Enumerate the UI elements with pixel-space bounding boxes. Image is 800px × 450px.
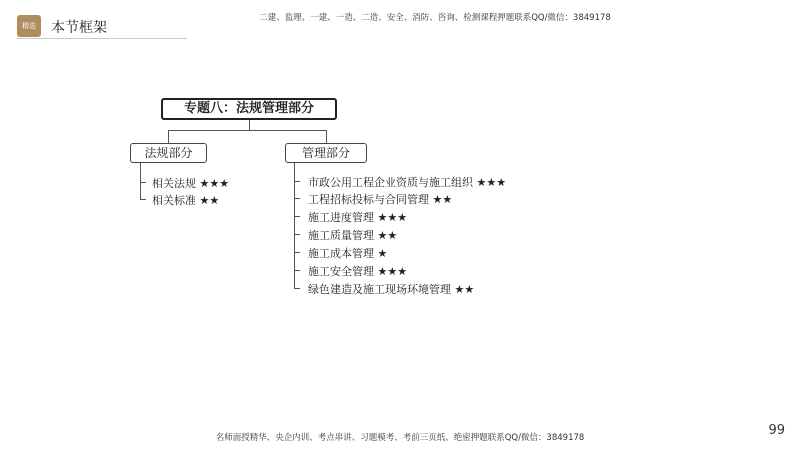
logo-badge: 精选 (17, 15, 41, 37)
law-item: 相关标准 ★★ (152, 194, 220, 207)
branch-node-management: 管理部分 (285, 143, 367, 163)
mgmt-tick-3 (294, 216, 300, 217)
section-title: 本节框架 (51, 20, 107, 36)
title-divider (17, 38, 187, 39)
footer-banner: 名师面授精华、央企内训、考点串讲、习题模考、考前三页纸、绝密押题联系QQ/微信：3849178 (215, 433, 585, 443)
law-item: 相关法规 ★★★ (152, 177, 230, 190)
mgmt-tick-2 (294, 198, 300, 199)
management-item: 施工进度管理 ★★★ (308, 211, 408, 224)
mgmt-tick-1 (294, 181, 300, 182)
root-node: 专题八：法规管理部分 (161, 98, 337, 120)
mgmt-tick-4 (294, 234, 300, 235)
law-tick-1 (140, 182, 146, 183)
mgmt-tick-7 (294, 288, 300, 289)
mgmt-tick-6 (294, 270, 300, 271)
root-connector (249, 120, 250, 130)
header-banner: 二建、监理、一建、一造、二造、安全、消防、咨询、检测课程押题联系QQ/微信：3849178 (259, 13, 611, 23)
management-item: 绿色建造及施工现场环境管理 ★★ (308, 283, 475, 296)
branch-node-law: 法规部分 (130, 143, 207, 163)
page-number: 99 (768, 423, 785, 438)
law-connector (168, 130, 169, 143)
mgmt-tick-5 (294, 252, 300, 253)
branch-bar (168, 130, 326, 131)
mgmt-connector (326, 130, 327, 143)
management-item: 施工成本管理 ★ (308, 247, 388, 260)
management-item: 施工安全管理 ★★★ (308, 265, 408, 278)
management-item: 工程招标投标与合同管理 ★★ (308, 193, 453, 206)
management-item: 市政公用工程企业资质与施工组织 ★★★ (308, 176, 507, 189)
management-item: 施工质量管理 ★★ (308, 229, 398, 242)
law-tick-2 (140, 199, 146, 200)
